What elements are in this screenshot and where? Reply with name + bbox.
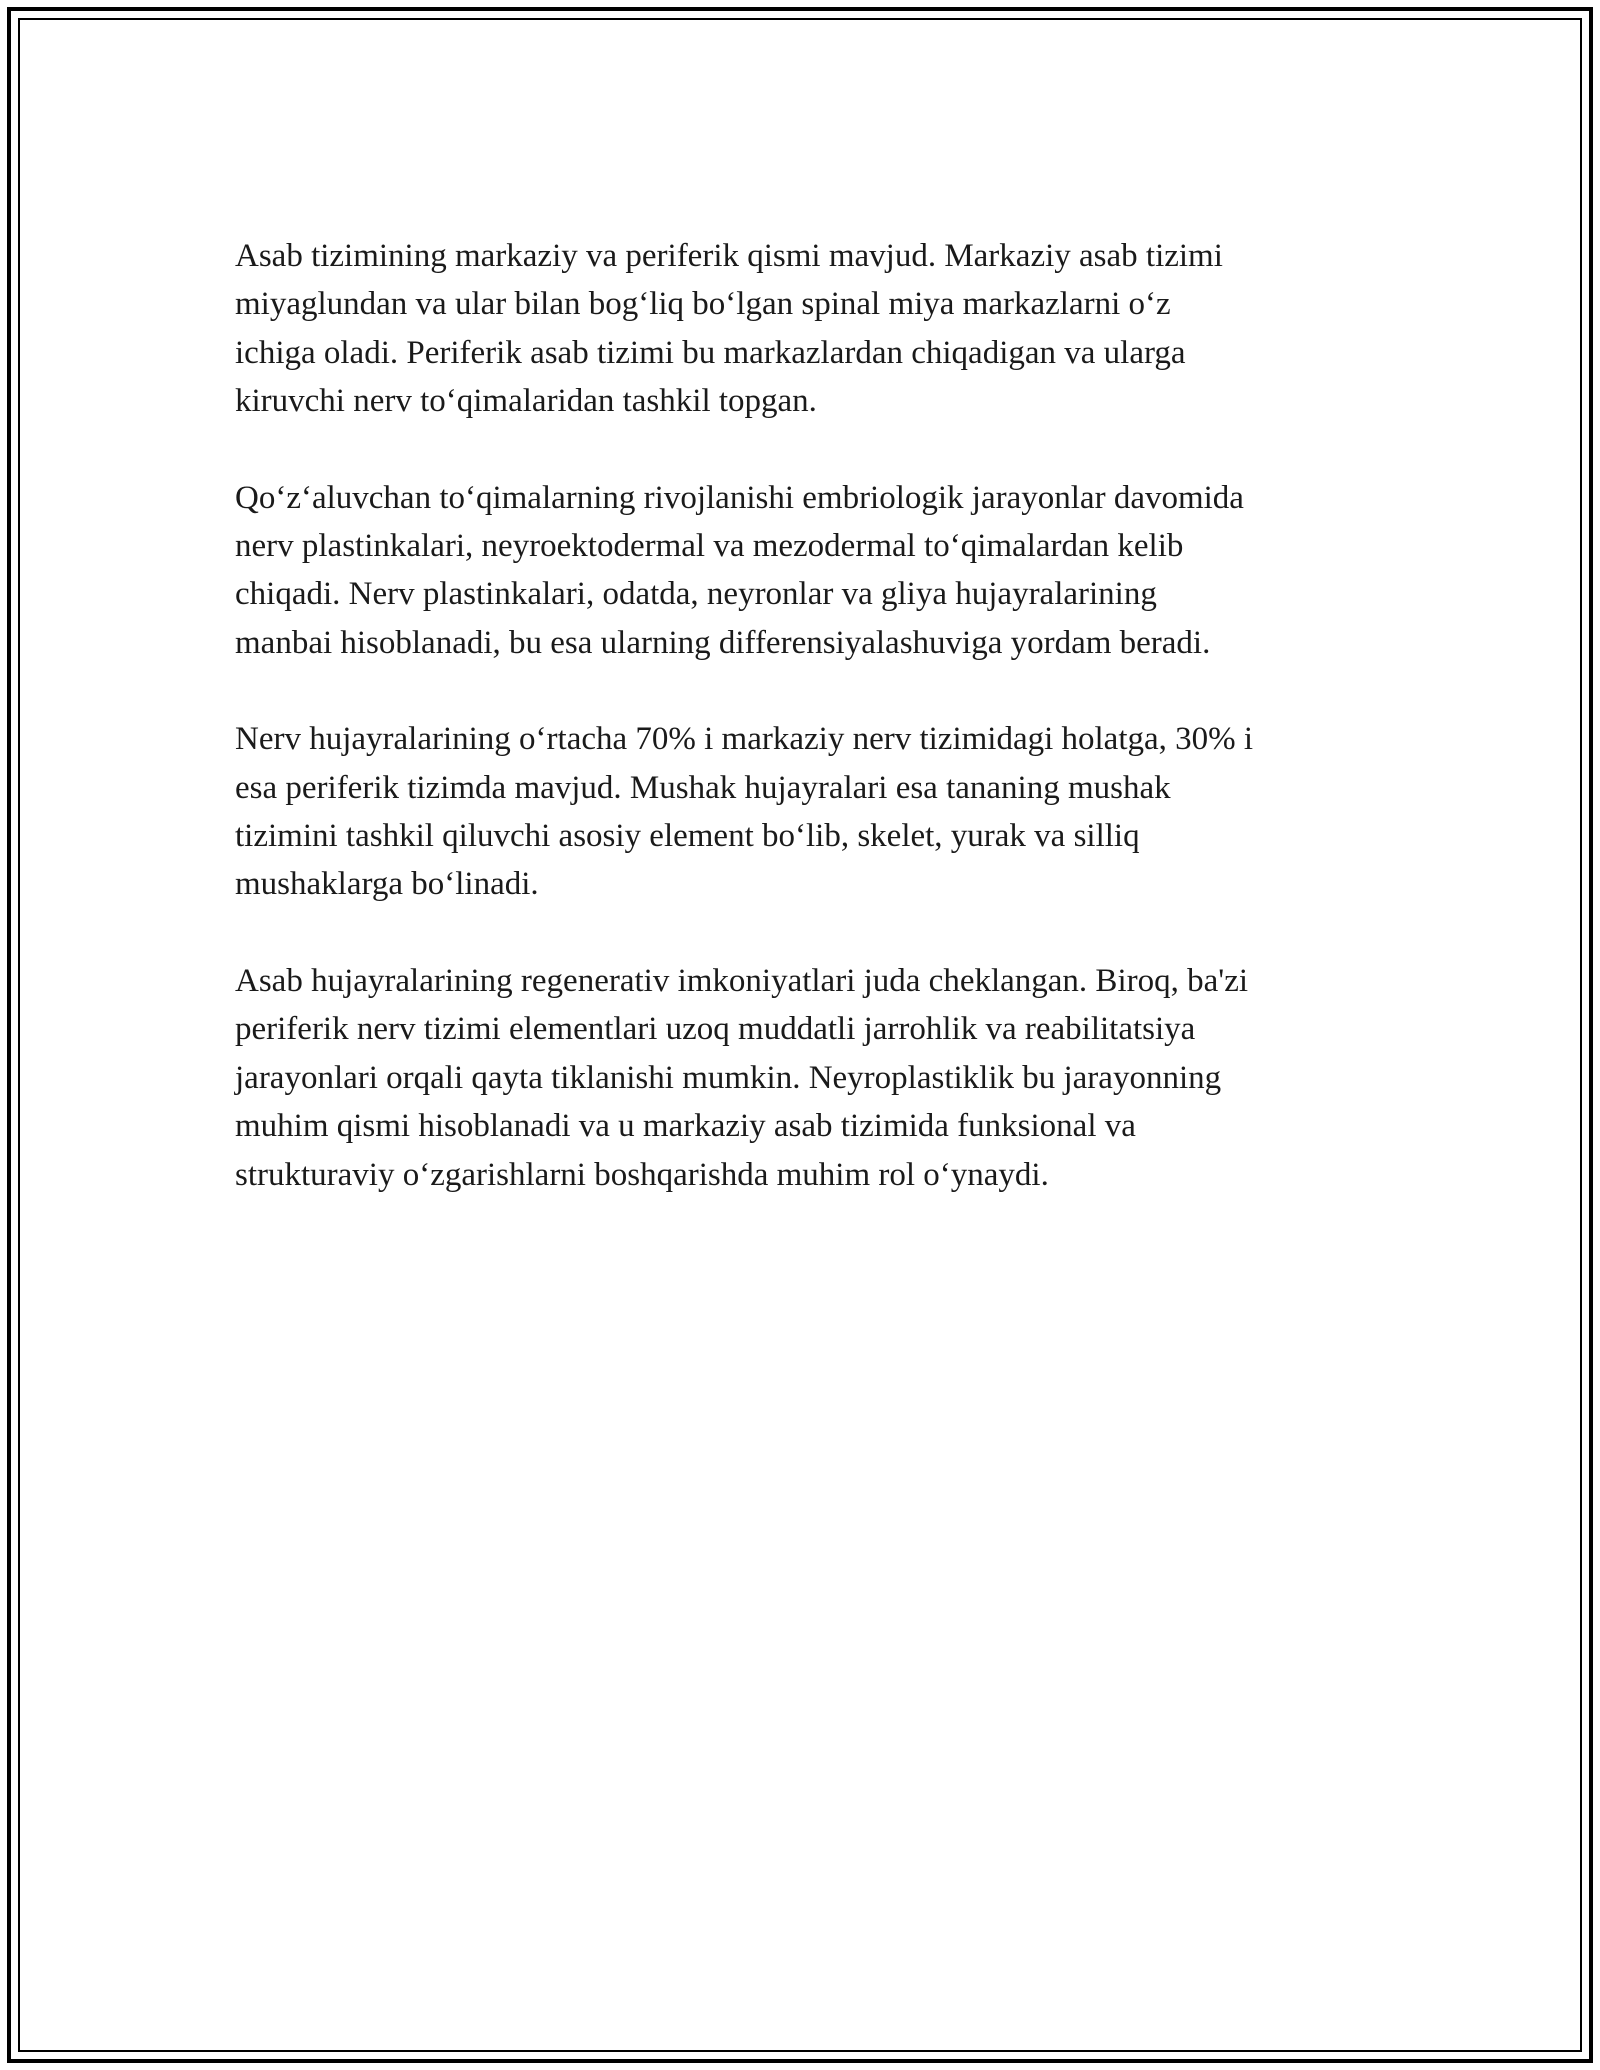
- document-body: [235, 232, 1385, 1247]
- text-line: muhim qismi hisoblanadi va u markaziy asab tizimida funksional va: [235, 1108, 1136, 1145]
- text-line: strukturaviy o‘zgarishlarni boshqarishda muhim rol o‘ynaydi.: [235, 1156, 1049, 1193]
- text-line: chiqadi. Nerv plastinkalari, odatda, neyronlar va gliya hujayralarining: [235, 576, 1157, 613]
- text-line: nerv plastinkalari, neyroektodermal va mezodermal to‘qimalardan kelib: [235, 528, 1184, 565]
- text-line: manbai hisoblanadi, bu esa ularning differensiyalashuviga yordam beradi.: [235, 624, 1211, 661]
- paragraph-4: [235, 957, 1385, 1199]
- text-line: mushaklarga bo‘linadi.: [235, 866, 539, 903]
- text-line: Qo‘z‘aluvchan to‘qimalarning rivojlanishi embriologik jarayonlar davomida: [235, 479, 1244, 516]
- paragraph-3: [235, 715, 1385, 909]
- text-line: ichiga oladi. Periferik asab tizimi bu markazlardan chiqadigan va ularga: [235, 334, 1186, 371]
- text-line: miyaglundan va ular bilan bog‘liq bo‘lgan spinal miya markazlarni o‘z: [235, 286, 1171, 323]
- paragraph-1: [235, 232, 1385, 426]
- paragraph-2: [235, 474, 1385, 668]
- text-line: kiruvchi nerv to‘qimalaridan tashkil topgan.: [235, 383, 817, 420]
- text-line: Asab tizimining markaziy va periferik qismi mavjud. Markaziy asab tizimi: [235, 238, 1223, 274]
- text-line: tizimini tashkil qiluvchi asosiy element bo‘lib, skelet, yurak va silliq: [235, 818, 1140, 855]
- text-line: jarayonlari orqali qayta tiklanishi mumkin. Neyroplastiklik bu jarayonning: [235, 1059, 1222, 1096]
- text-line: Asab hujayralarining regenerativ imkoniyatlari juda cheklangan. Biroq, ba'zi: [235, 962, 1249, 999]
- text-line: periferik nerv tizimi elementlari uzoq muddatli jarrohlik va reabilitatsiya: [235, 1011, 1196, 1048]
- text-line: esa periferik tizimda mavjud. Mushak hujayralari esa tananing mushak: [235, 769, 1171, 806]
- text-line: Nerv hujayralarining o‘rtacha 70% i markaziy nerv tizimidagi holatga, 30% i: [235, 721, 1254, 758]
